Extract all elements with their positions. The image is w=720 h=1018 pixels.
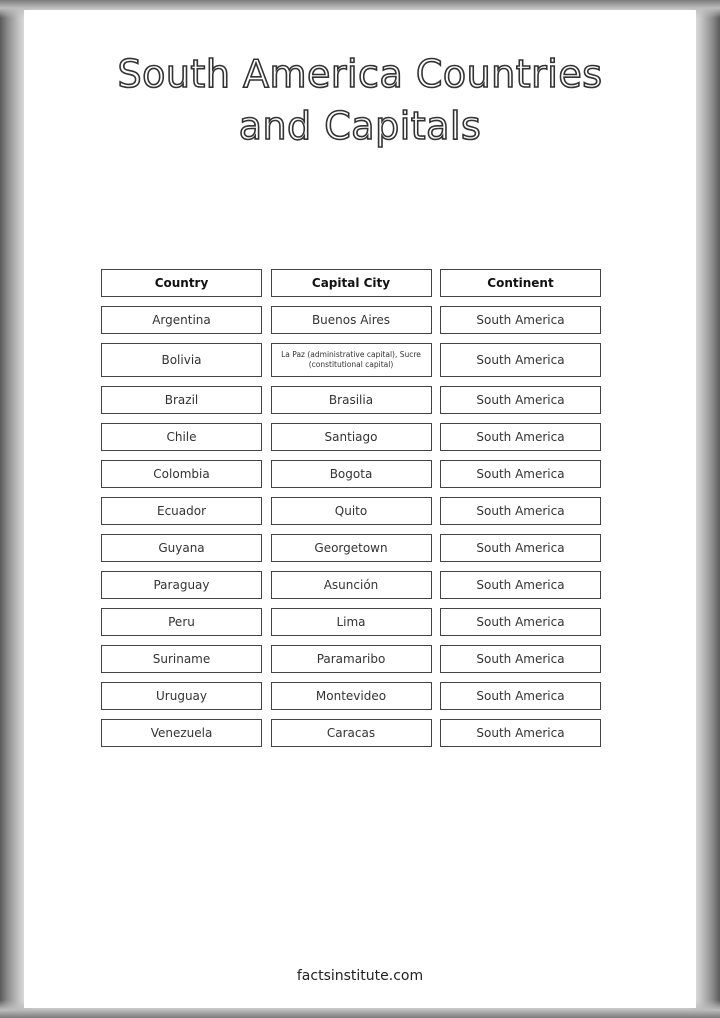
country-cell: Venezuela: [101, 719, 262, 747]
continent-cell: South America: [440, 571, 601, 599]
country-cell: Bolivia: [101, 343, 262, 377]
capital-cell: Quito: [271, 497, 432, 525]
table-row: [101, 460, 601, 488]
table-row: [101, 534, 601, 562]
table-header-row: [101, 269, 601, 297]
capital-cell: Brasilia: [271, 386, 432, 414]
continent-cell: South America: [440, 386, 601, 414]
continent-cell: South America: [440, 719, 601, 747]
capital-cell: Buenos Aires: [271, 306, 432, 334]
header-country: Country: [101, 269, 262, 297]
continent-cell: South America: [440, 460, 601, 488]
country-cell: Peru: [101, 608, 262, 636]
table-row: [101, 423, 601, 451]
table-row: [101, 306, 601, 334]
table-row: [101, 719, 601, 747]
continent-cell: South America: [440, 306, 601, 334]
country-cell: Argentina: [101, 306, 262, 334]
table-row: [101, 343, 601, 377]
capital-cell: Santiago: [271, 423, 432, 451]
continent-cell: South America: [440, 534, 601, 562]
title-line-2: and Capitals: [238, 104, 482, 148]
country-cell: Suriname: [101, 645, 262, 673]
capital-cell: Bogota: [271, 460, 432, 488]
countries-table: [101, 269, 601, 756]
title-line-1: South America Countries: [117, 52, 603, 96]
continent-cell: South America: [440, 343, 601, 377]
continent-cell: South America: [440, 682, 601, 710]
header-continent: Continent: [440, 269, 601, 297]
capital-cell: Montevideo: [271, 682, 432, 710]
capital-cell: La Paz (administrative capital), Sucre (constitutional capital): [271, 343, 432, 377]
header-capital-city: Capital City: [271, 269, 432, 297]
country-cell: Uruguay: [101, 682, 262, 710]
country-cell: Colombia: [101, 460, 262, 488]
table-row: [101, 497, 601, 525]
capital-cell: Caracas: [271, 719, 432, 747]
continent-cell: South America: [440, 423, 601, 451]
country-cell: Ecuador: [101, 497, 262, 525]
country-cell: Brazil: [101, 386, 262, 414]
country-cell: Chile: [101, 423, 262, 451]
continent-cell: South America: [440, 645, 601, 673]
capital-cell: Paramaribo: [271, 645, 432, 673]
document-page: [24, 10, 696, 1008]
continent-cell: South America: [440, 497, 601, 525]
capital-cell: Asunción: [271, 571, 432, 599]
country-cell: Guyana: [101, 534, 262, 562]
capital-cell: Lima: [271, 608, 432, 636]
table-row: [101, 682, 601, 710]
country-cell: Paraguay: [101, 571, 262, 599]
table-row: [101, 386, 601, 414]
capital-cell: Georgetown: [271, 534, 432, 562]
continent-cell: South America: [440, 608, 601, 636]
table-row: [101, 608, 601, 636]
footer-website: factsinstitute.com: [296, 968, 424, 984]
table-row: [101, 645, 601, 673]
table-row: [101, 571, 601, 599]
page-title: [24, 48, 696, 152]
